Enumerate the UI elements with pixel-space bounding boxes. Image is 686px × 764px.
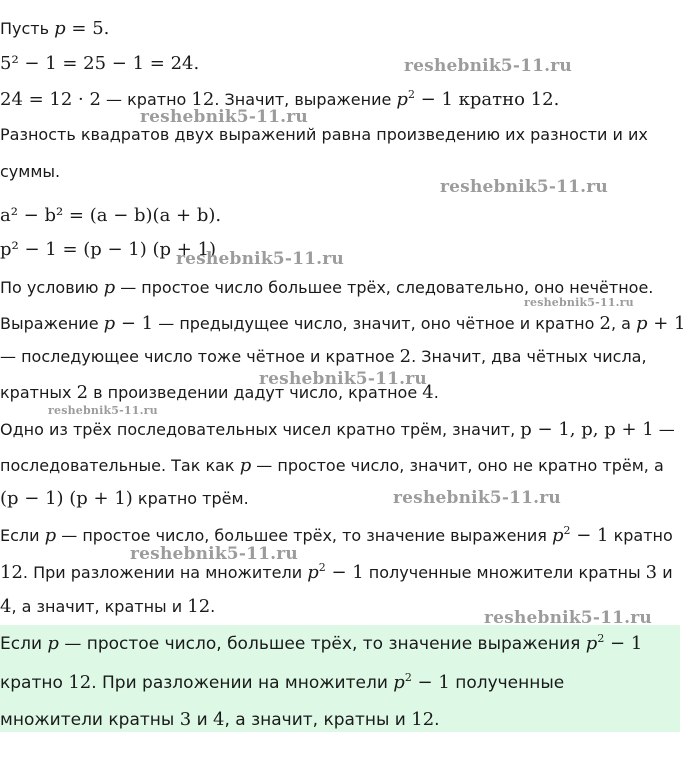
line-5: суммы. — [0, 162, 61, 181]
line-6-equation: a² − b² = (a − b)(a + b). — [0, 205, 222, 226]
line-7-equation: p² − 1 = (p − 1) (p + 1) — [0, 239, 217, 260]
watermark: reshebnik5-11.ru — [404, 56, 572, 76]
line-17: 4, а значит, кратны и 12. — [0, 596, 216, 617]
line-12: Одно из трёх последовательных чисел кратно трём, значит, p − 1, p, p + 1 — — [0, 419, 675, 440]
watermark: reshebnik5-11.ru — [259, 369, 427, 389]
line-11: кратных 2 в произведении дадут число, кратное 4. — [0, 382, 439, 403]
line-2-equation: 5² − 1 = 25 − 1 = 24. — [0, 53, 200, 74]
watermark: reshebnik5-11.ru — [130, 544, 298, 564]
line-4: Разность квадратов двух выражений равна произведению их разности и их — [0, 125, 648, 144]
watermark: reshebnik5-11.ru — [176, 249, 344, 269]
line-16: 12. При разложении на множители $p^2 - 1$ полученные множители кратны 3 и — [0, 561, 673, 583]
answer-box — [0, 625, 680, 732]
line-8: По условию p — простое число большее трёх, следовательно, оно нечётное. — [0, 277, 654, 298]
line-1: Пусть p = 5. — [0, 18, 110, 39]
answer-line-1: Если p — простое число, большее трёх, то значение выражения $p^2 - 1$ — [0, 632, 643, 654]
line-10: — последующее число тоже чётное и кратное 2. Значит, два чётных числа, — [0, 346, 647, 367]
answer-line-2: кратно 12. При разложении на множители $p^2 - 1$ полученные — [0, 671, 565, 693]
line-3: 24 = 12 · 2 — кратно 12. Значит, выражение $p^2 - 1$ кратно 12. — [0, 88, 560, 110]
answer-line-3: множители кратны 3 и 4, а значит, кратны и 12. — [0, 709, 440, 730]
watermark: reshebnik5-11.ru — [484, 608, 652, 628]
watermark: reshebnik5-11.ru — [140, 107, 308, 127]
line-15: Если p — простое число, большее трёх, то значение выражения $p^2 - 1$ кратно — [0, 524, 673, 546]
watermark: reshebnik5-11.ru — [393, 488, 561, 508]
line-14: (p − 1) (p + 1) кратно трём. — [0, 488, 249, 509]
watermark: reshebnik5-11.ru — [524, 296, 634, 309]
watermark: reshebnik5-11.ru — [48, 404, 158, 417]
watermark: reshebnik5-11.ru — [440, 177, 608, 197]
line-9: Выражение p − 1 — предыдущее число, значит, оно чётное и кратно 2, а p + 1 — [0, 313, 686, 334]
line-13: последовательные. Так как p — простое число, значит, оно не кратно трём, а — [0, 455, 664, 476]
